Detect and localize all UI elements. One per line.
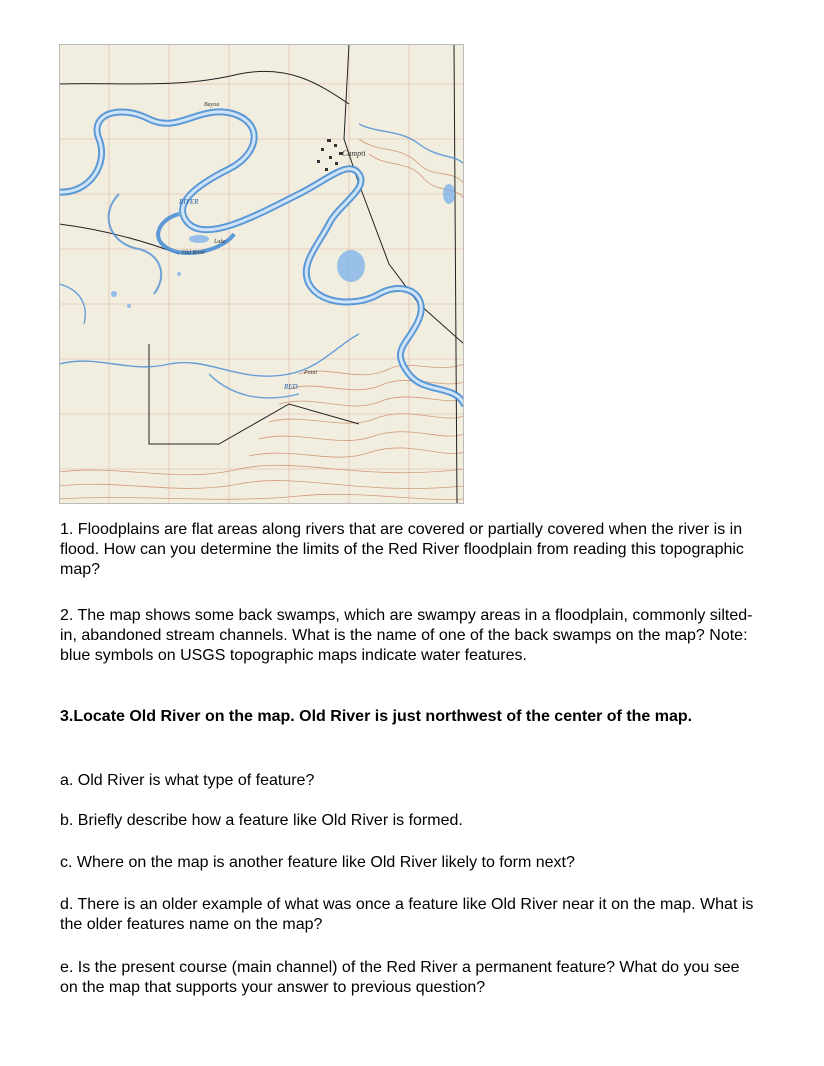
topographic-map bbox=[59, 44, 464, 504]
map-label-bayou: Bayou bbox=[204, 102, 220, 108]
map-label-lake: Lake bbox=[214, 239, 226, 245]
map-label-point: Point bbox=[304, 370, 317, 376]
question-2: 2. The map shows some back swamps, which are swampy areas in a floodplain, commonly silted-in, abandoned stream channels. What is the name of one of the back swamps on the map? Note: blue symbols on USGS topographic maps indicate water features. bbox=[60, 607, 753, 664]
question-3c: c. Where on the map is another feature like Old River likely to form next? bbox=[60, 854, 575, 871]
question-3b: b. Briefly describe how a feature like Old River is formed. bbox=[60, 812, 463, 829]
map-label-old-river: Old River bbox=[182, 250, 206, 256]
map-label-red: RED bbox=[284, 383, 298, 391]
map-label-river: RIVER bbox=[179, 198, 199, 206]
question-3d: d. There is an older example of what was once a feature like Old River near it on the map. What is the older features name on the map? bbox=[60, 896, 754, 933]
question-3a: a. Old River is what type of feature? bbox=[60, 772, 315, 789]
map-label-campti: Campti bbox=[342, 149, 366, 158]
question-1: 1. Floodplains are flat areas along rivers that are covered or partially covered when the river is in flood. How can you determine the limits of the Red River floodplain from reading this topographic map? bbox=[60, 521, 744, 578]
question-3: 3.Locate Old River on the map. Old River is just northwest of the center of the map. bbox=[60, 708, 693, 725]
question-3e: e. Is the present course (main channel) of the Red River a permanent feature? What do you see on the map that supports your answer to previous question? bbox=[60, 959, 740, 996]
